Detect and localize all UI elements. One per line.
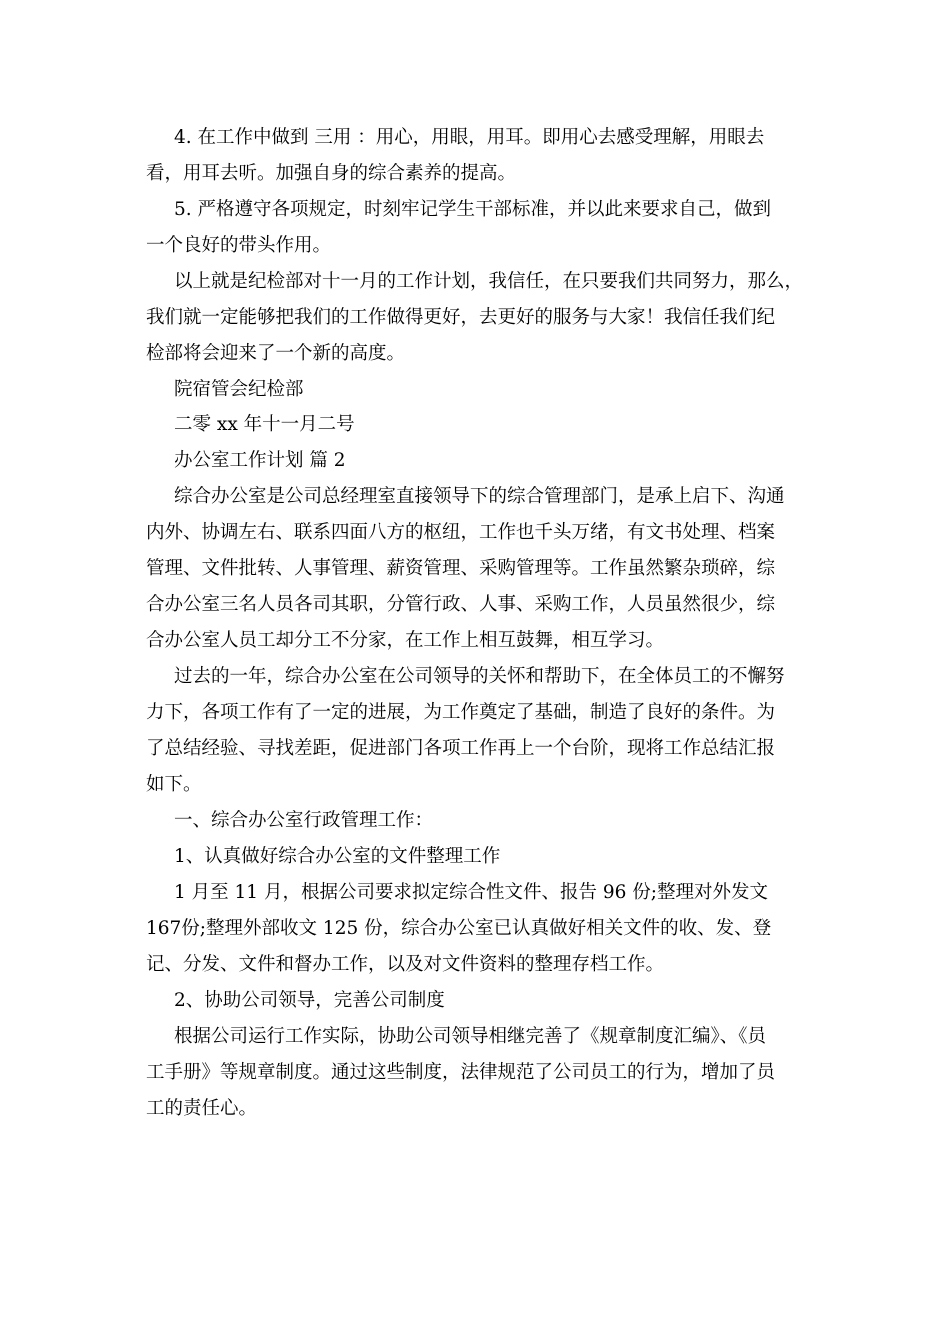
text-line: 我们就一定能够把我们的工作做得更好，去更好的服务与大家！我信任我们纪 bbox=[146, 307, 776, 328]
text-line: 5. 严格遵守各项规定，时刻牢记学生干部标准，并以此来要求自己，做到 bbox=[174, 199, 772, 220]
text-line: 工的责任心。 bbox=[146, 1098, 258, 1119]
text-line: 记、分发、文件和督办工作，以及对文件资料的整理存档工作。 bbox=[146, 954, 665, 975]
text-line: 合办公室三名人员各司其职，分管行政、人事、采购工作，人员虽然很少，综 bbox=[146, 594, 776, 615]
text-line: 院宿管会纪检部 bbox=[174, 379, 304, 400]
text-line: 管理、文件批转、人事管理、薪资管理、采购管理等。工作虽然繁杂琐碎，综 bbox=[146, 558, 776, 579]
text-line: 合办公室人员工却分工不分家，在工作上相互鼓舞，相互学习。 bbox=[146, 630, 665, 651]
text-line: 根据公司运行工作实际，协助公司领导相继完善了《规章制度汇编》、《员 bbox=[174, 1026, 767, 1047]
section-heading: 办公室工作计划 篇 2 bbox=[174, 450, 346, 471]
text-line: 力下，各项工作有了一定的进展，为工作奠定了基础，制造了良好的条件。为 bbox=[146, 702, 776, 723]
subsection-heading: 一、综合办公室行政管理工作： bbox=[174, 810, 434, 831]
text-line: 4. 在工作中做到 三用 ：用心，用眼，用耳。即用心去感受理解，用眼去 bbox=[174, 127, 765, 148]
subsection-heading: 1、认真做好综合办公室的文件整理工作 bbox=[174, 846, 501, 867]
text-line: 1 月至 11 月，根据公司要求拟定综合性文件、报告 96 份;整理对外发文 bbox=[174, 882, 768, 903]
subsection-heading: 2、协助公司领导，完善公司制度 bbox=[174, 990, 445, 1011]
text-line: 以上就是纪检部对十一月的工作计划，我信任，在只要我们共同努力，那么， bbox=[174, 271, 804, 292]
text-line: 一个良好的带头作用。 bbox=[146, 235, 332, 256]
text-line: 看，用耳去听。加强自身的综合素养的提高。 bbox=[146, 163, 517, 184]
text-line: 二零 xx 年十一月二号 bbox=[174, 414, 355, 435]
text-line: 167份;整理外部收文 125 份，综合办公室已认真做好相关文件的收、发、登 bbox=[146, 918, 772, 939]
text-line: 综合办公室是公司总经理室直接领导下的综合管理部门，是承上启下、沟通 bbox=[174, 486, 785, 507]
text-line: 了总结经验、寻找差距，促进部门各项工作再上一个台阶，现将工作总结汇报 bbox=[146, 738, 776, 759]
text-line: 工手册》等规章制度。通过这些制度，法律规范了公司员工的行为，增加了员 bbox=[146, 1062, 776, 1083]
text-line: 检部将会迎来了一个新的高度。 bbox=[146, 343, 406, 364]
text-line: 过去的一年，综合办公室在公司领导的关怀和帮助下，在全体员工的不懈努 bbox=[174, 666, 785, 687]
text-line: 如下。 bbox=[146, 774, 202, 795]
text-line: 内外、协调左右、联系四面八方的枢纽，工作也千头万绪，有文书处理、档案 bbox=[146, 522, 776, 543]
